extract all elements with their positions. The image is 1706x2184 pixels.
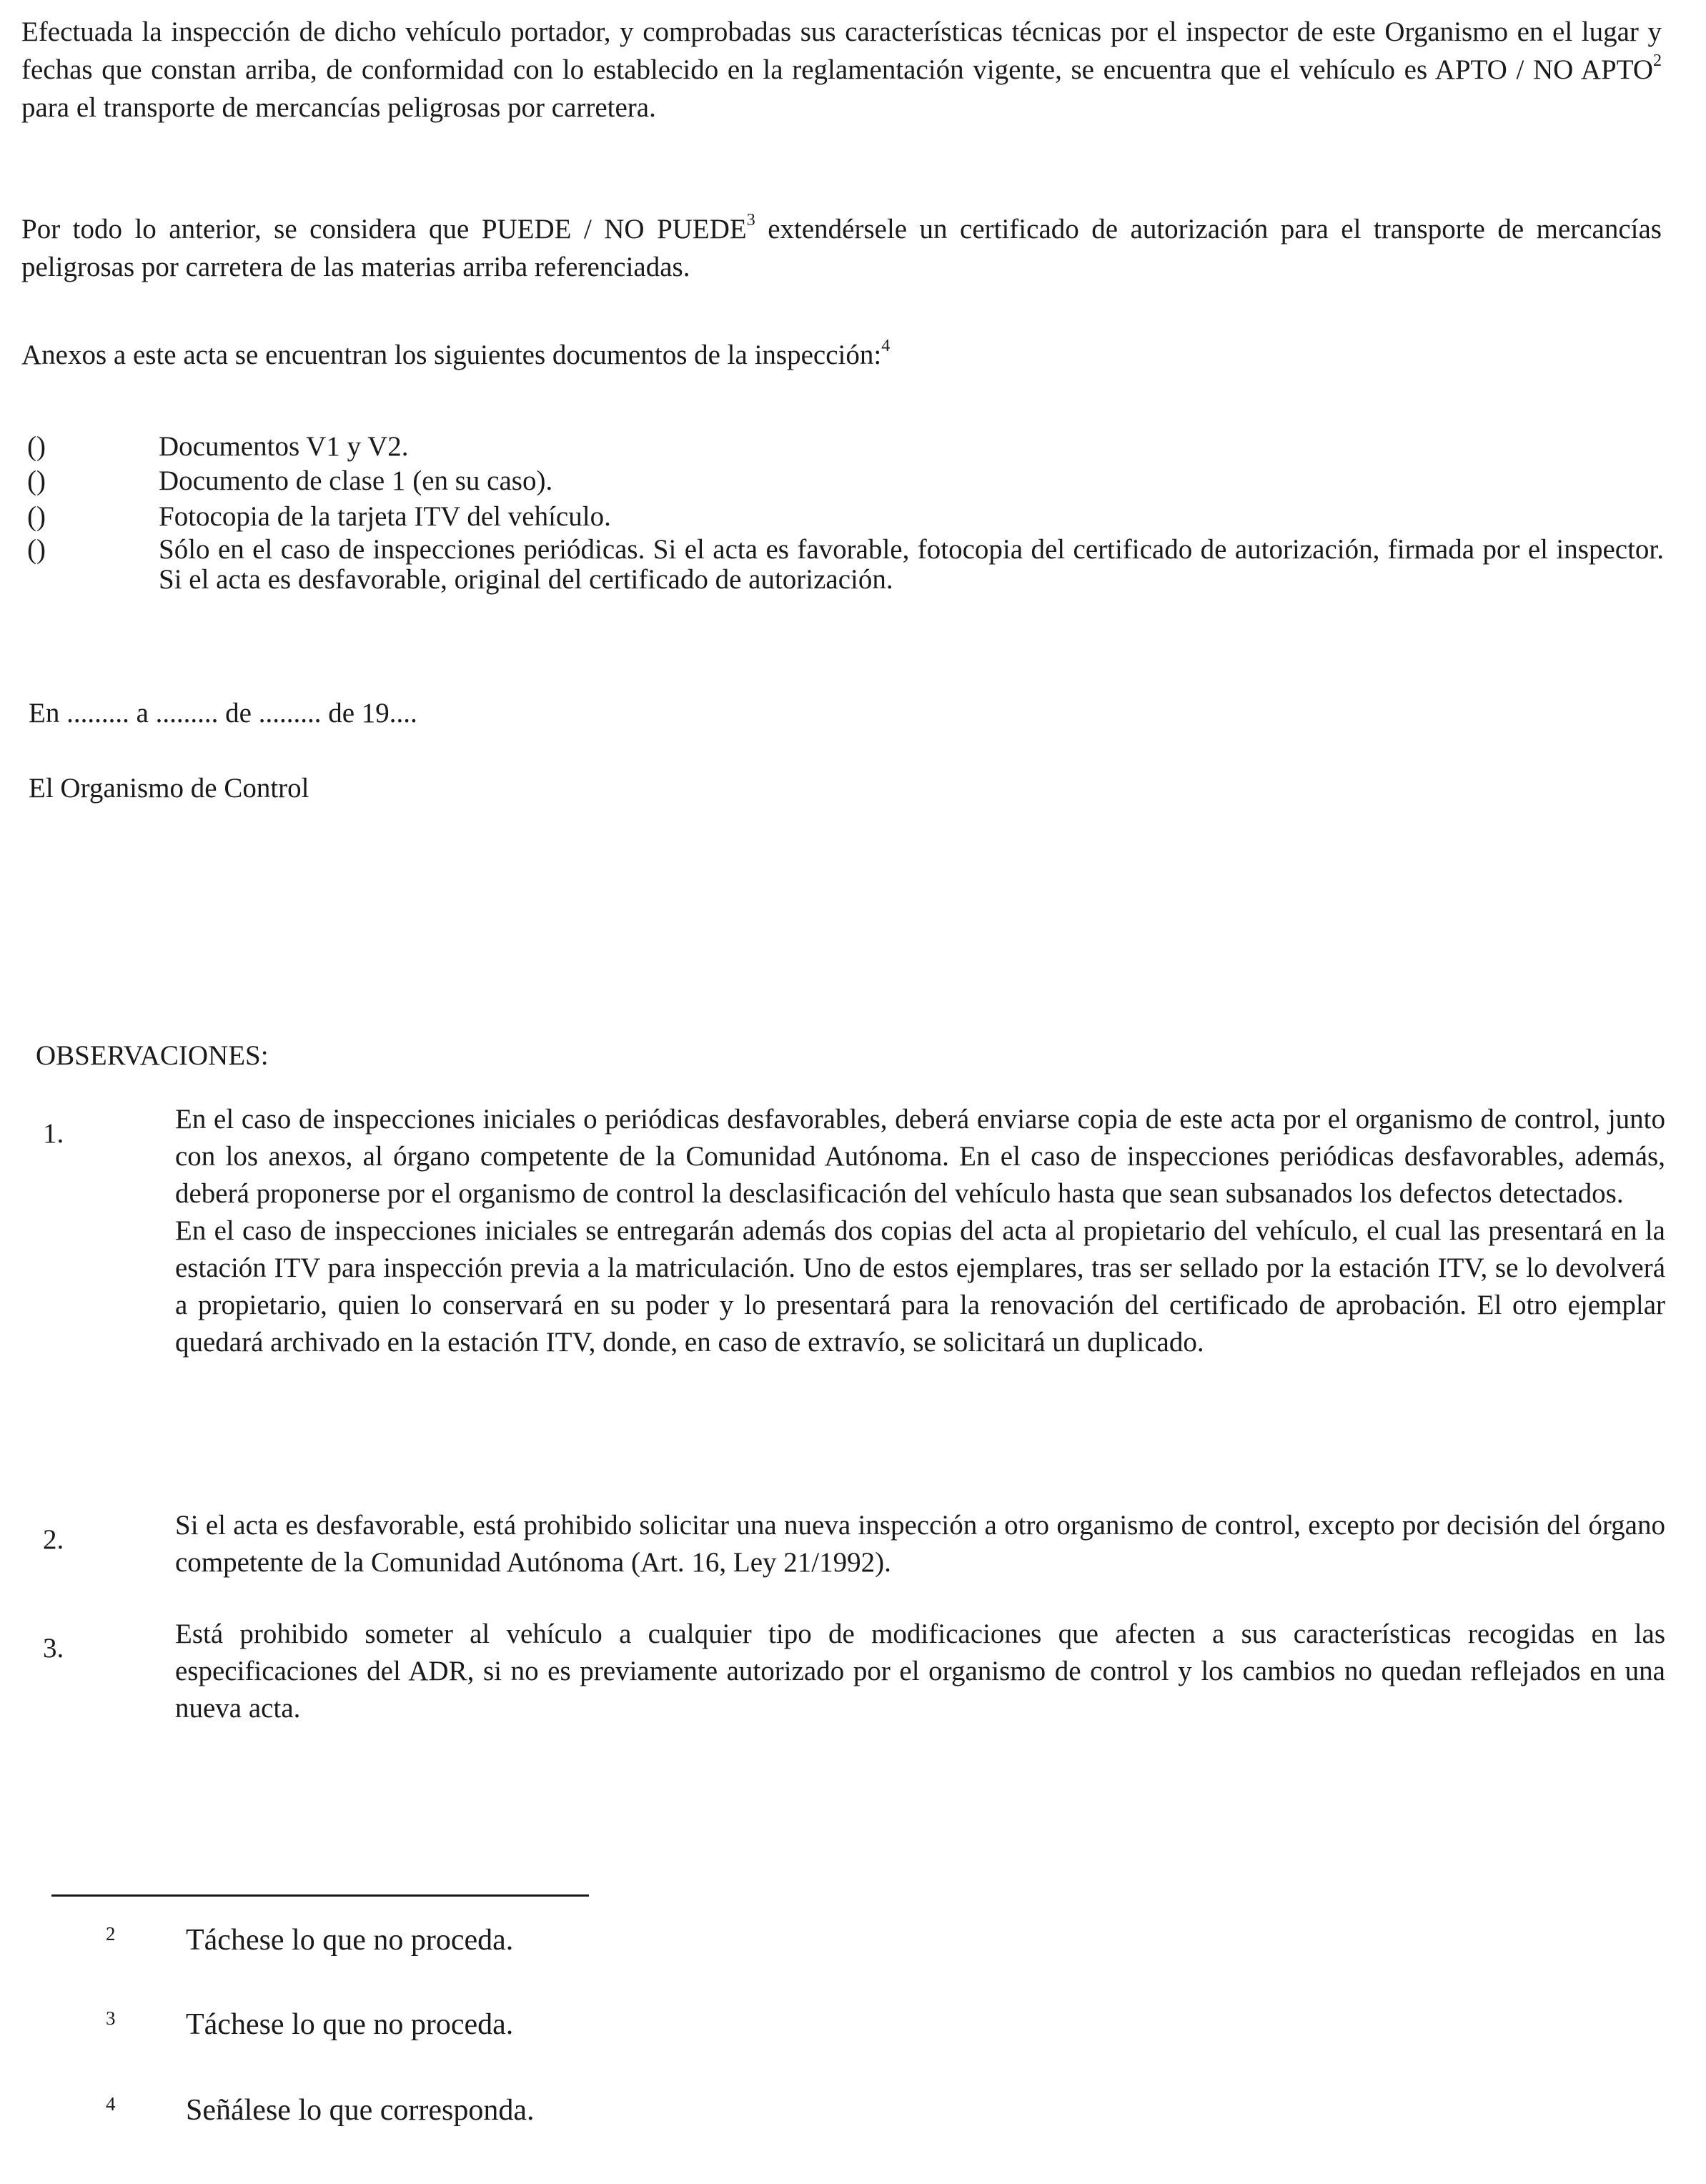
footnote-ref-2: 2 (1653, 51, 1662, 70)
annex-item-2 (27, 466, 1664, 495)
annex-text-1: Documentos V1 y V2. (159, 431, 409, 462)
observation-item-3 (43, 1616, 1665, 1727)
observation-item-2 (43, 1507, 1665, 1581)
observation-number: 3. (43, 1633, 64, 1664)
footnote-number: 4 (106, 2093, 116, 2115)
inspection-result-text-end: para el transporte de mercancías peligrosas por carretera. (21, 92, 656, 123)
authorization-text-end: extendérsele un certificado de autorización para el transporte de mercancías peligrosas por carretera de las materias arriba referenciadas. (21, 214, 1662, 282)
observation-text: En el caso de inspecciones iniciales o periódicas desfavorables, deberá enviarse copia de este acta por el organismo de control, junto con los anexos, al órgano competente de la Comunidad Autónoma. En el caso de inspecciones periódicas desfavorables, además, deberá proponerse por el organismo de control la desclasificación del vehículo hasta que sean subsanados los defectos detectados. (175, 1104, 1665, 1209)
annexes-intro (21, 336, 1662, 374)
date-line: En ......... a ......... de ......... de 19.... (29, 698, 417, 728)
authorization-paragraph (21, 210, 1662, 286)
inspection-result-paragraph (21, 13, 1662, 127)
annex-checkbox-3[interactable]: () (27, 501, 46, 532)
observation-text-continued: En el caso de inspecciones iniciales se entregarán además dos copias del acta al propietario del vehículo, el cual las presentará en la estación ITV para inspección previa a la matriculación. Uno de estos ejemplares, tras ser sellado por la estación ITV, se lo devolverá a propietario, quien lo conservará en su poder y lo presentará para la renovación del certificado de aprobación. El otro ejemplar quedará archivado en la estación ITV, donde, en caso de extravío, se solicitará un duplicado. (175, 1215, 1665, 1358)
annex-checkbox-2[interactable]: () (27, 465, 46, 496)
annex-item-1 (27, 432, 1664, 461)
annex-item-4 (27, 535, 1664, 595)
annex-text-4: Sólo en el caso de inspecciones periódicas. Si el acta es favorable, fotocopia del certificado de autorización, firmada por el inspector. Si el acta es desfavorable, original del certificado de autorización. (159, 534, 1664, 595)
footnote-text: Táchese lo que no proceda. (186, 1924, 514, 1957)
observation-number: 1. (43, 1118, 64, 1149)
footnote-ref-3: 3 (746, 211, 755, 229)
annexes-intro-text: Anexos a este acta se encuentran los siguientes documentos de la inspección: (21, 340, 882, 370)
observation-text: Está prohibido someter al vehículo a cualquier tipo de modificaciones que afecten a sus características recogidas en las especificaciones del ADR, si no es previamente autorizado por el organismo de control y los cambios no quedan reflejados en una nueva acta. (175, 1619, 1665, 1724)
annex-checkbox-1[interactable]: () (27, 431, 46, 462)
footnote-text: Táchese lo que no proceda. (186, 2008, 514, 2041)
authorization-text: Por todo lo anterior, se considera que PUEDE / NO PUEDE (21, 214, 747, 244)
inspection-result-text: Efectuada la inspección de dicho vehículo portador, y comprobadas sus características técnicas por el inspector de este Organismo en el lugar y fechas que constan arriba, de conformidad con lo establecido en la reglamentación vigente, se encuentra que el vehículo es APTO / NO APTO (21, 16, 1662, 85)
footnote-3 (106, 2007, 513, 2042)
footnote-ref-4: 4 (881, 337, 891, 355)
footnote-2 (106, 1923, 513, 1957)
annex-text-2: Documento de clase 1 (en su caso). (159, 465, 553, 496)
annex-text-3: Fotocopia de la tarjeta ITV del vehículo. (159, 501, 611, 532)
annex-checkbox-4[interactable]: () (27, 534, 46, 565)
signer-label: El Organismo de Control (29, 773, 309, 804)
footnote-separator (51, 1894, 589, 1897)
observation-text: Si el acta es desfavorable, está prohibido solicitar una nueva inspección a otro organismo de control, excepto por decisión del órgano competente de la Comunidad Autónoma (Art. 16, Ley 21/1992). (175, 1510, 1665, 1578)
observation-item-1 (43, 1101, 1665, 1361)
observation-number: 2. (43, 1524, 64, 1555)
footnote-number: 2 (106, 1923, 116, 1945)
footnote-4 (106, 2093, 535, 2128)
footnote-number: 3 (106, 2007, 116, 2029)
annex-item-3 (27, 502, 1664, 531)
footnote-text: Señálese lo que corresponda. (186, 2094, 535, 2127)
observations-title: OBSERVACIONES: (36, 1040, 269, 1071)
